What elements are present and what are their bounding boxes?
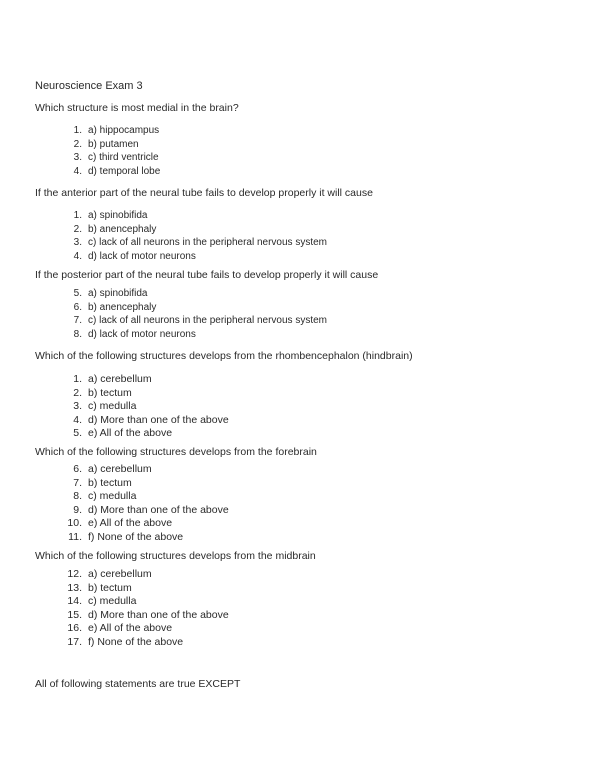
option-number: 2. — [73, 138, 82, 150]
option-text: a) hippocampus — [88, 125, 160, 136]
option-text: b) anencephaly — [88, 223, 157, 235]
option-number: 2. — [73, 386, 82, 399]
option-number: 1. — [73, 125, 82, 136]
option-text: a) cerebellum — [88, 373, 152, 385]
option-number: 5. — [73, 427, 82, 440]
option-text: b) tectum — [88, 581, 132, 594]
option-text: e) All of the above — [88, 517, 173, 530]
option-number: 8. — [73, 328, 82, 340]
question-prompt: If the anterior part of the neural tube fails to develop properly it will cause — [35, 187, 373, 199]
option-text: f) None of the above — [88, 530, 184, 543]
question-prompt: Which of the following structures develops from the midbrain — [35, 550, 316, 562]
option-text: d) lack of motor neurons — [88, 250, 196, 262]
option-text: a) spinobifida — [88, 210, 148, 221]
question-prompt: All of following statements are true EXCEPT — [35, 678, 241, 690]
option-text: f) None of the above — [88, 635, 184, 648]
option-text: b) putamen — [88, 138, 139, 150]
option-text: b) tectum — [88, 386, 132, 399]
option-text: d) temporal lobe — [88, 165, 161, 177]
option-number: 2. — [73, 223, 82, 235]
option-text: a) spinobifida — [88, 288, 148, 299]
option-text: b) anencephaly — [88, 301, 157, 313]
option-text: c) lack of all neurons in the peripheral nervous system — [88, 237, 328, 249]
question-prompt: Which structure is most medial in the brain? — [35, 102, 239, 114]
option-text: e) All of the above — [88, 427, 173, 440]
option-text: c) medulla — [88, 490, 137, 503]
option-text: b) tectum — [88, 476, 132, 489]
option-number: 4. — [73, 165, 82, 177]
option-number: 9. — [73, 503, 82, 516]
option-number: 15. — [67, 608, 82, 621]
question-prompt: Which of the following structures develops from the rhombencephalon (hindbrain) — [35, 350, 413, 362]
option-number: 17. — [67, 635, 82, 648]
option-number: 3. — [73, 152, 82, 164]
option-number: 3. — [73, 400, 82, 413]
option-number: 4. — [73, 413, 82, 426]
option-number: 4. — [73, 250, 82, 262]
option-text: c) third ventricle — [88, 152, 159, 164]
option-text: a) cerebellum — [88, 568, 152, 580]
option-text: c) lack of all neurons in the peripheral nervous system — [88, 315, 328, 327]
option-number: 12. — [67, 568, 82, 580]
option-text: d) More than one of the above — [88, 413, 229, 426]
option-number: 1. — [73, 373, 82, 385]
option-text: c) medulla — [88, 595, 137, 608]
option-number: 1. — [73, 210, 82, 221]
option-number: 6. — [73, 463, 82, 475]
option-number: 10. — [67, 517, 82, 530]
option-number: 6. — [73, 301, 82, 313]
option-number: 13. — [67, 581, 82, 594]
option-number: 8. — [73, 490, 82, 503]
option-number: 5. — [73, 288, 82, 299]
option-text: d) More than one of the above — [88, 608, 229, 621]
option-number: 7. — [73, 315, 82, 327]
question-prompt: If the posterior part of the neural tube fails to develop properly it will cause — [35, 269, 379, 281]
question-prompt: Which of the following structures develops from the forebrain — [35, 446, 317, 458]
page-title: Neuroscience Exam 3 — [35, 80, 143, 92]
option-number: 14. — [67, 595, 82, 608]
option-text: e) All of the above — [88, 622, 173, 635]
option-text: d) More than one of the above — [88, 503, 229, 516]
option-number: 3. — [73, 237, 82, 249]
option-number: 7. — [73, 476, 82, 489]
option-number: 16. — [67, 622, 82, 635]
option-number: 11. — [68, 530, 82, 543]
option-text: a) cerebellum — [88, 463, 152, 475]
option-text: c) medulla — [88, 400, 137, 413]
option-text: d) lack of motor neurons — [88, 328, 196, 340]
